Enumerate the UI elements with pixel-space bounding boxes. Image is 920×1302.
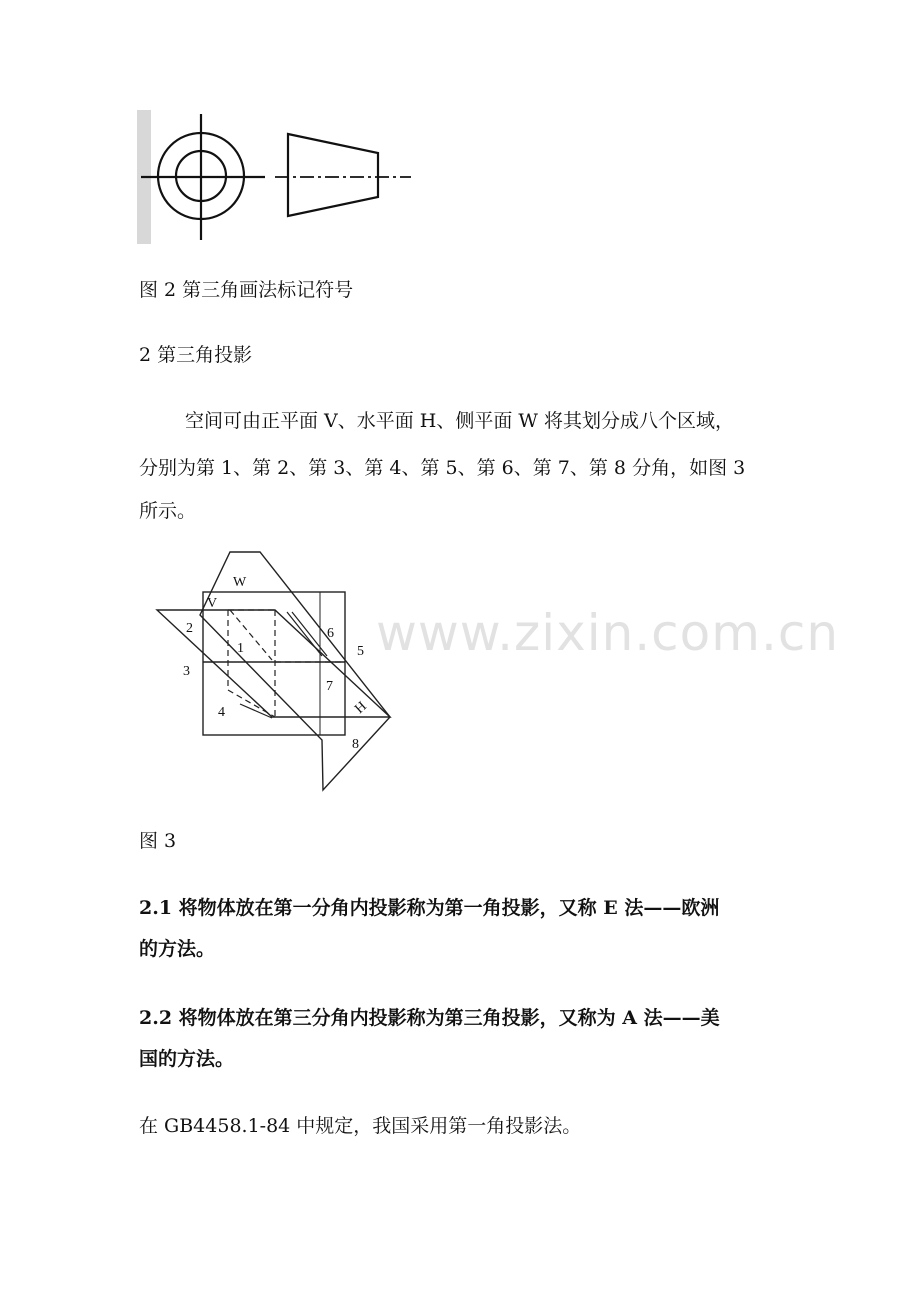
label-v: V [207, 596, 218, 611]
label-octant-2: 2 [186, 621, 193, 636]
section-2-heading: 2 第三角投影 [139, 344, 253, 366]
label-octant-6: 6 [327, 626, 334, 641]
label-octant-8: 8 [352, 737, 359, 752]
truncated-cone-view [288, 134, 378, 216]
octants-figure [150, 550, 400, 795]
item-2-2-line-2: 国的方法。 [139, 1048, 235, 1070]
label-octant-3: 3 [183, 664, 190, 679]
figure-2-caption: 图 2 第三角画法标记符号 [139, 279, 354, 301]
label-h: H [352, 699, 370, 718]
watermark: www.zixin.com.cn [376, 604, 840, 662]
paragraph-line-1: 空间可由正平面 V、水平面 H、侧平面 W 将其划分成八个区域， [185, 410, 734, 432]
standard-statement: 在 GB4458.1-84 中规定，我国采用第一角投影法。 [139, 1115, 582, 1137]
label-octant-5: 5 [357, 644, 364, 659]
paragraph-line-3: 所示。 [139, 500, 197, 522]
label-octant-4: 4 [218, 705, 225, 720]
item-2-2-line-1: 2.2 将物体放在第三分角内投影称为第三角投影，又称为 A 法——美 [139, 1007, 720, 1029]
item-2-1-line-1: 2.1 将物体放在第一分角内投影称为第一角投影，又称 E 法——欧洲 [139, 897, 720, 919]
label-octant-1: 1 [237, 641, 244, 656]
hatch-line-2 [292, 612, 327, 656]
label-w: W [233, 575, 247, 590]
third-angle-symbol-figure [137, 110, 417, 244]
paragraph-line-2: 分别为第 1、第 2、第 3、第 4、第 5、第 6、第 7、第 8 分角，如图 3 [139, 457, 746, 479]
item-2-1-line-2: 的方法。 [139, 938, 216, 960]
label-octant-7: 7 [326, 679, 333, 694]
hatch-line-1 [287, 612, 322, 656]
figure-3-caption: 图 3 [139, 830, 177, 852]
